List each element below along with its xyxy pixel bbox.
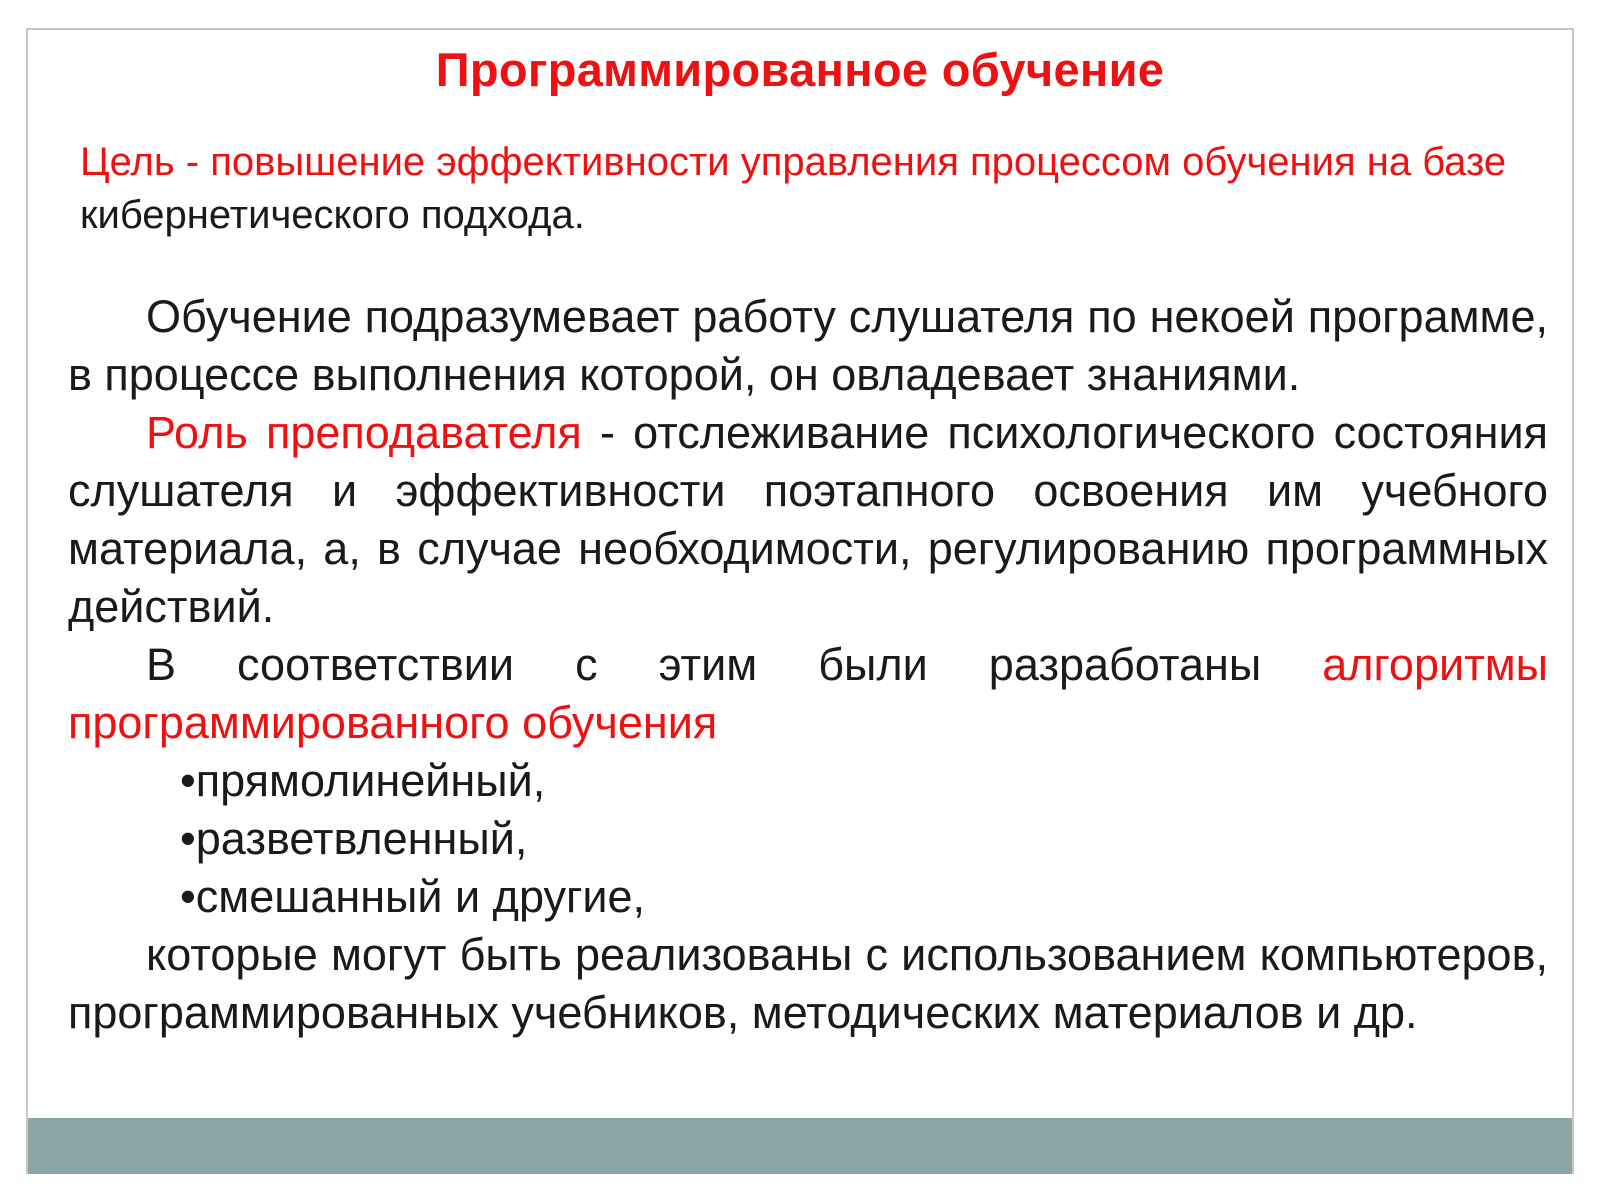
list-item <box>68 810 1548 868</box>
list-item-label: разветвленный, <box>195 813 528 864</box>
footer-bar <box>28 1118 1572 1174</box>
paragraph-teacher-role <box>68 404 1548 636</box>
bullet-icon: • <box>180 871 196 922</box>
paragraph-algorithms <box>68 636 1548 752</box>
list-item-label: прямолинейный, <box>195 755 546 806</box>
slide-title: Программированное обучение <box>435 43 1165 96</box>
bullet-icon: • <box>180 755 196 806</box>
bullet-icon: • <box>180 813 196 864</box>
teacher-role-highlight: Роль преподавателя <box>146 407 582 458</box>
slide-body <box>68 288 1548 1042</box>
paragraph-implementation: которые могут быть реализованы с использованием компьютеров, программированных учебников, методических материалов и др. <box>68 929 1548 1038</box>
algorithms-lead: В соответствии с этим были разработаны <box>146 639 1323 690</box>
goal-statement <box>80 136 1510 242</box>
list-item-label: смешанный и другие, <box>195 871 646 922</box>
goal-highlight: Цель - повышение эффективности управления процессом обучения на базе <box>80 140 1507 184</box>
list-item <box>68 752 1548 810</box>
algorithm-list <box>68 752 1548 926</box>
slide <box>26 28 1574 1174</box>
algorithms-highlight: алгоритмы программированного обучения <box>68 639 1548 748</box>
teacher-role-text: - отслеживание психологического состояния слушателя и эффективности поэтапного освоения им учебного материала, а, в случае необходимости, регулированию программных действий. <box>68 407 1548 632</box>
paragraph-learning: Обучение подразумевает работу слушателя по некоей программе, в процессе выполнения которой, он овладевает знаниями. <box>68 291 1548 400</box>
list-item <box>68 868 1548 926</box>
goal-rest: кибернетического подхода. <box>80 193 585 237</box>
